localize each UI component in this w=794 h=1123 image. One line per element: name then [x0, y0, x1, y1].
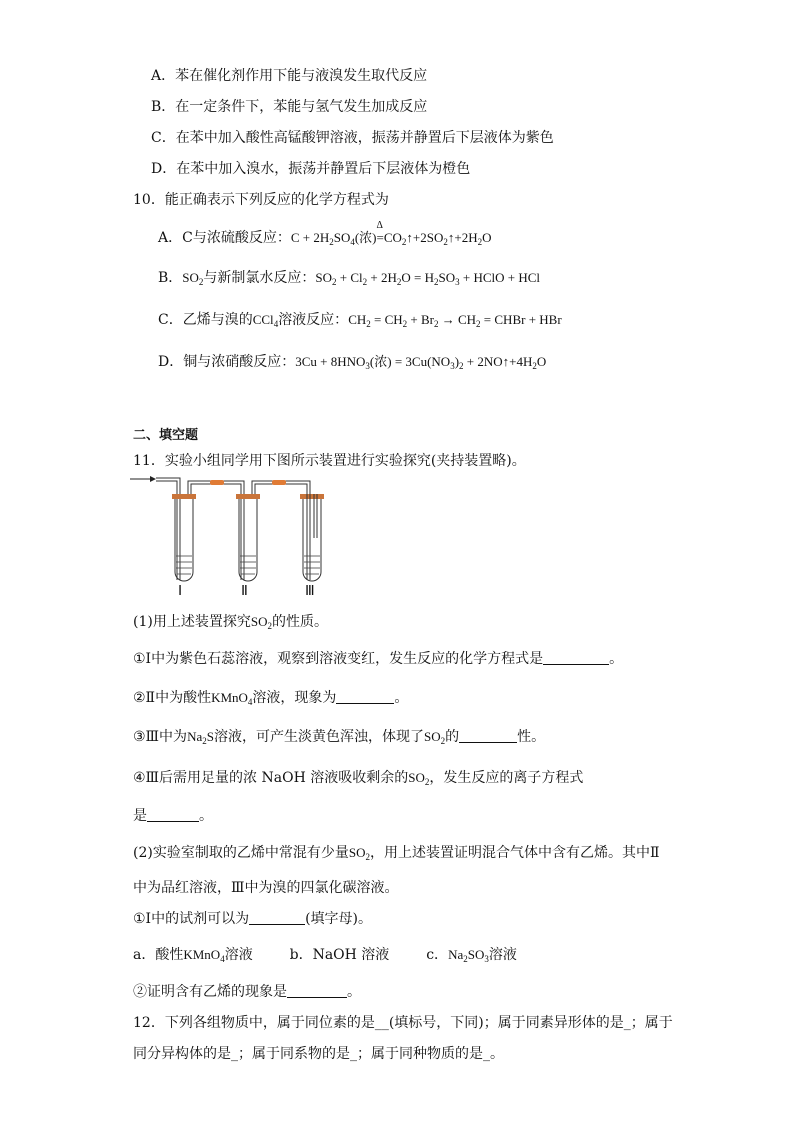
option-c-end: 溶液 [488, 947, 517, 963]
q10-c-label: C．乙烯与溴的 [158, 312, 253, 328]
q10-b-formula: $SO_2$ [182, 270, 204, 287]
tube-label-3: Ⅲ [305, 584, 315, 599]
q9-option-d: D．在苯中加入溴水，振荡并静置后下层液体为橙色 [151, 161, 471, 177]
q11-s3-text2: 溶液，可产生淡黄色浑浊，体现了 [213, 729, 424, 745]
stopper-3 [300, 494, 324, 499]
answer-blank[interactable] [336, 689, 394, 704]
q10-option-d [158, 352, 546, 376]
q11-p2-text: (2)实验室制取的乙烯中常混有少量 [133, 845, 349, 861]
q11-s1-text: ①Ⅰ中为紫色石蕊溶液，观察到溶液变红，发生反应的化学方程式是 [133, 651, 544, 667]
q10-d-label: D．铜与浓硝酸反应： [158, 354, 296, 370]
q11-part2 [133, 843, 659, 867]
q11-stem: 11．实验小组同学用下图所示装置进行实验探究(夹持装置略)。 [133, 453, 526, 469]
q11-t2-end: 。 [347, 984, 361, 1000]
answer-blank[interactable] [287, 983, 347, 998]
q10-b-label: B． [158, 270, 183, 286]
q10-option-a [158, 220, 492, 252]
so2-formula: $SO_2$ [250, 614, 272, 631]
q10-b-label2: 与新制氯水反应： [203, 270, 316, 286]
q11-sub4-cont [133, 806, 213, 826]
na2so3-formula: $Na_2SO_3$ [448, 947, 489, 964]
na2s-formula: $Na_2S$ [187, 729, 214, 746]
q12-line2: 同分异构体的是_；属于同系物的是_；属于同种物质的是_。 [133, 1046, 504, 1062]
q10-d-equation: $3Cu + 8HNO_3$(浓) = $3Cu(NO_3)_2$ + $2NO↑+4H_2O$ [295, 354, 547, 371]
q11-s1-end: 。 [609, 651, 624, 667]
q11-s4-text3: 是 [133, 808, 147, 824]
q10-c-equation: $CH_2 = CH_2 + Br_2 \to CH_2$ = CHBr + HBr [348, 312, 562, 329]
q11-t2-text: ②证明含有乙烯的现象是 [133, 984, 287, 1000]
q11-s4-end: 。 [199, 808, 213, 824]
q11-part1 [133, 612, 328, 636]
liquid-2 [240, 556, 256, 574]
q11-p2-text2: ，用上述装置证明混合气体中含有乙烯。其中Ⅱ [369, 845, 660, 861]
q11-s4-text2: ，发生反应的离子方程式 [429, 770, 584, 786]
test-tube-1 [175, 499, 193, 581]
q11-sub2 [133, 688, 408, 712]
answer-blank[interactable] [459, 728, 517, 743]
option-a-text: a．酸性 [133, 947, 184, 963]
rubber-tube-1 [210, 480, 224, 485]
q11-t1-text: ①Ⅰ中的试剂可以为 [133, 911, 250, 927]
q11-t2 [133, 982, 361, 1002]
q10-b-equation: $SO_2 + Cl_2 + 2H_2O = H_2SO_3$ + HClO + HCl [315, 270, 541, 287]
apparatus-diagram [128, 472, 338, 600]
q9-option-c: C．在苯中加入酸性高锰酸钾溶液，振荡并静置后下层液体为紫色 [151, 130, 554, 146]
rubber-tube-2 [272, 480, 286, 485]
liquid-1 [176, 556, 192, 574]
answer-blank[interactable] [147, 807, 199, 822]
q9-option-b: B．在一定条件下，苯能与氢气发生加成反应 [151, 99, 428, 115]
q11-s3-text: ③Ⅲ中为 [133, 729, 188, 745]
q10-a-equation: $C + 2H_2SO_4$(浓)= Δ $CO_2↑+2SO_2↑+2H_2O$ [290, 220, 492, 247]
test-tube-3 [303, 499, 321, 581]
test-tube-2 [239, 499, 257, 581]
answer-blank[interactable] [543, 650, 609, 665]
option-c-text: c． [426, 947, 449, 963]
q11-p1-text-end: 的性质。 [271, 614, 328, 630]
stopper-2 [236, 494, 260, 499]
q11-sub1 [133, 649, 623, 669]
q12-line1: 12．下列各组物质中，属于同位素的是__(填标号，下同)；属于同素异形体的是_；属于 [133, 1015, 673, 1031]
stopper-1 [172, 494, 196, 499]
q11-options [133, 945, 517, 969]
q11-s4-text: ④Ⅲ后需用足量的浓 NaOH 溶液吸收剩余的 [133, 770, 409, 786]
q11-sub3 [133, 727, 545, 751]
section-title: 二、填空题 [133, 428, 199, 443]
kmno4-formula: KMnO$_4$ [211, 690, 253, 707]
q11-sub4 [133, 768, 583, 792]
q9-option-a: A．苯在催化剂作用下能与液溴发生取代反应 [151, 68, 428, 84]
q11-t1-end: (填字母)。 [305, 911, 373, 927]
liquid-3 [304, 556, 320, 574]
option-b: b．NaOH 溶液 [289, 947, 390, 963]
q11-s2-text2: 溶液，现象为 [252, 690, 337, 706]
answer-blank[interactable] [249, 910, 305, 925]
so2-formula: $SO_2$ [408, 770, 430, 787]
so2-formula: $SO_2$ [423, 729, 446, 746]
tube-label-2: Ⅱ [241, 584, 248, 599]
q10-a-label: A．C与浓硫酸反应： [158, 230, 291, 246]
q10-option-c [158, 310, 562, 334]
q11-s2-text: ②Ⅱ中为酸性 [133, 690, 212, 706]
tube-label-1: Ⅰ [178, 584, 183, 599]
kmno4-formula: KMnO$_4$ [183, 947, 225, 964]
q11-s2-end: 。 [394, 690, 409, 706]
option-a-end: 溶液 [224, 947, 253, 963]
q11-s3-end: 性。 [517, 729, 546, 745]
q11-part2-cont: 中为品红溶液，Ⅲ中为溴的四氯化碳溶液。 [133, 880, 399, 896]
q10-c-label2: 溶液反应： [278, 312, 349, 328]
q11-p1-text: (1)用上述装置探究 [133, 614, 251, 630]
q11-t1 [133, 909, 372, 929]
q11-s3-text3: 的 [445, 729, 460, 745]
q10-c-formula: CCl$_4$ [252, 312, 279, 329]
so2-formula: $SO_2$ [348, 845, 370, 862]
q10-option-b [158, 268, 540, 292]
q10-stem: 10．能正确表示下列反应的化学方程式为 [133, 192, 389, 208]
